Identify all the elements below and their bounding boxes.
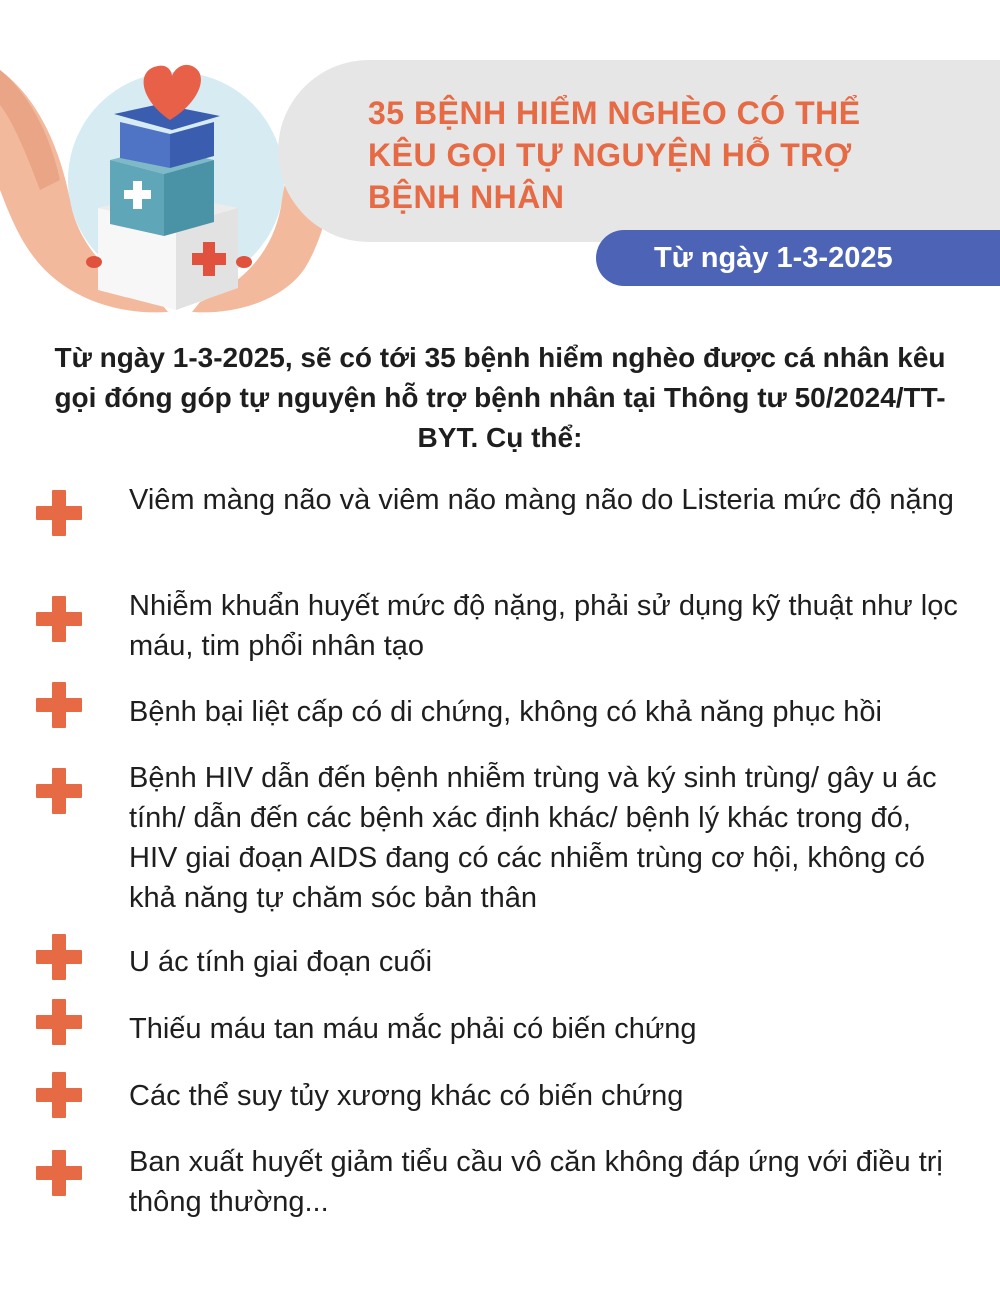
medical-plus-icon — [36, 768, 82, 814]
hands-holding-gift-boxes-icon — [0, 40, 330, 340]
medical-plus-icon — [36, 1150, 82, 1196]
list-item-text: Các thể suy tủy xương khác có biến chứng — [129, 1080, 684, 1112]
medical-plus-icon — [36, 490, 82, 536]
list-item-text: Bệnh HIV dẫn đến bệnh nhiễm trùng và ký sinh trùng/ gây u ác tính/ dẫn đến các bệnh xác định khác/ bệnh lý khác trong đó, HIV giai đoạn AIDS đang có các nhiễm trùng cơ hội, không có khả năng tự chăm sóc bản thân — [129, 762, 937, 914]
list-item-text: U ác tính giai đoạn cuối — [129, 946, 433, 978]
list-item-text: Nhiễm khuẩn huyết mức độ nặng, phải sử dụng kỹ thuật như lọc máu, tim phổi nhân tạo — [129, 590, 958, 662]
medical-plus-icon — [36, 596, 82, 642]
list-item-text: Ban xuất huyết giảm tiểu cầu vô căn không đáp ứng với điều trị thông thường... — [129, 1146, 943, 1218]
medical-plus-icon — [36, 682, 82, 728]
medical-plus-icon — [36, 999, 82, 1045]
date-badge-label: Từ ngày 1-3-2025 — [654, 242, 893, 274]
medical-plus-icon — [36, 1072, 82, 1118]
list-item-text: Thiếu máu tan máu mắc phải có biến chứng — [129, 1013, 697, 1045]
list-item-text: Viêm màng não và viêm não màng não do Listeria mức độ nặng — [129, 484, 954, 516]
medical-plus-icon — [36, 934, 82, 980]
intro-paragraph: Từ ngày 1-3-2025, sẽ có tới 35 bệnh hiểm nghèo được cá nhân kêu gọi đóng góp tự nguyện hỗ trợ bệnh nhân tại Thông tư 50/2024/TT-BYT. Cụ thể: — [54, 342, 946, 453]
page-title: 35 BỆNH HIỂM NGHÈO CÓ THỂ KÊU GỌI TỰ NGUYỆN HỖ TRỢ BỆNH NHÂN — [368, 95, 861, 215]
list-item-text: Bệnh bại liệt cấp có di chứng, không có khả năng phục hồi — [129, 696, 882, 728]
